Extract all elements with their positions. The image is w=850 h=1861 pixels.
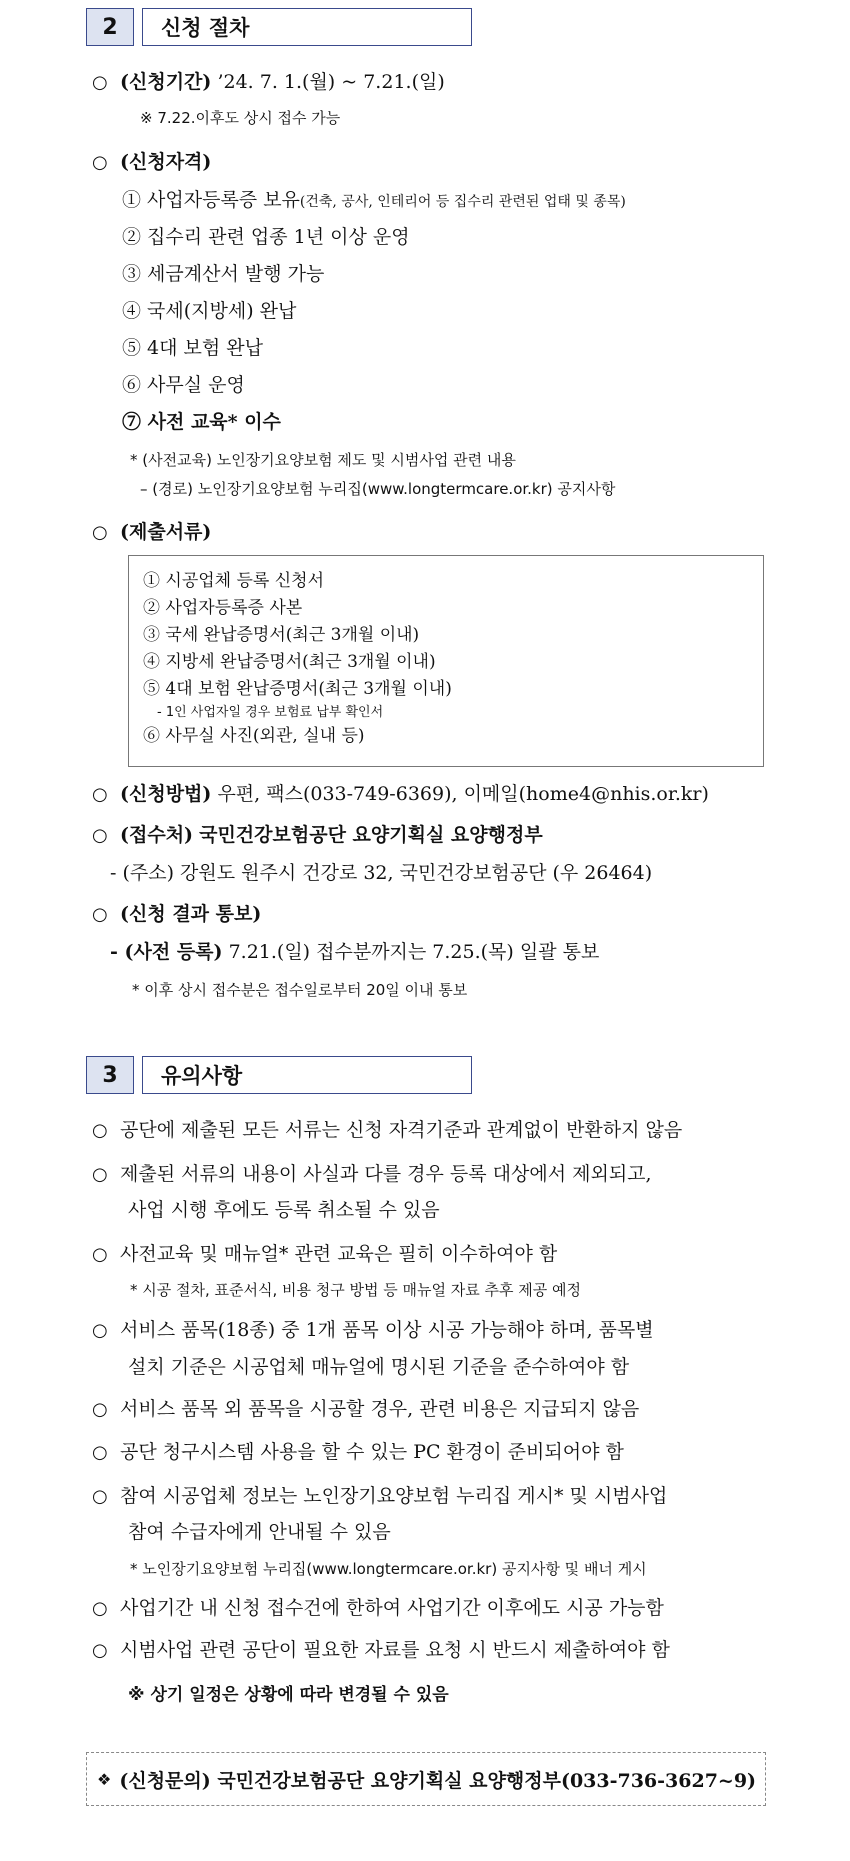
diamond-bullet-icon: ❖ [97,1769,112,1789]
period-note: ※ 7.22.이후도 상시 접수 가능 [140,109,341,127]
qualification-item-6: ⑥ 사무실 운영 [122,374,245,396]
notice-item-3-text: 사전교육 및 매뉴얼* 관련 교육은 필히 이수하여야 함 [120,1243,558,1265]
notice-item-8-text: 사업기간 내 신청 접수건에 한하여 사업기간 이후에도 시공 가능함 [120,1597,664,1619]
notice-item-5 [92,1397,639,1422]
notice-item-7-note: * 노인장기요양보험 누리집(www.longtermcare.or.kr) 공지사항 및 배너 게시 [130,1560,647,1578]
section-3-title: 유의사항 [142,1056,472,1094]
notice-item-2 [92,1162,652,1187]
section-2-header [86,8,472,46]
method-value: 우편, 팩스(033-749-6369), 이메일(home4@nhis.or.kr) [217,783,709,805]
notice-item-1 [92,1118,682,1143]
period-line [92,70,445,95]
bullet-circle: ○ [92,904,108,925]
bullet-circle: ○ [92,1120,108,1141]
schedule-warning: ※ 상기 일정은 상황에 따라 변경될 수 있음 [128,1685,449,1705]
notice-item-2-cont: 사업 시행 후에도 등록 취소될 수 있음 [128,1199,440,1221]
bullet-circle: ○ [92,1164,108,1185]
result-line [92,902,261,927]
notice-item-4 [92,1318,654,1343]
qualification-item-3: ③ 세금계산서 발행 가능 [122,263,325,285]
qualification-note-2: – (경로) 노인장기요양보험 누리집(www.longtermcare.or.kr) 공지사항 [140,480,616,498]
inquiry-box [86,1752,766,1806]
documents-line [92,520,211,545]
bullet-circle: ○ [92,1640,108,1661]
bullet-circle: ○ [92,1244,108,1265]
notice-item-4-text: 서비스 품목(18종) 중 1개 품목 이상 시공 가능해야 하며, 품목별 [120,1319,654,1341]
office-line [92,823,543,848]
document-item-4: ④ 지방세 완납증명서(최근 3개월 이내) [143,652,436,672]
notice-item-7 [92,1484,667,1509]
result-prefix: - (사전 등록) [110,941,223,963]
result-detail [110,940,599,964]
period-value: ’24. 7. 1.(월) ~ 7.21.(일) [217,71,445,93]
notice-item-4-cont: 설치 기준은 시공업체 매뉴얼에 명시된 기준을 준수하여야 함 [128,1356,630,1378]
inquiry-text: (신청문의) 국민건강보험공단 요양기획실 요양행정부(033-736-3627~9) [119,1769,757,1792]
bullet-circle: ○ [92,1399,108,1420]
qualification-item-7: ⑦ 사전 교육* 이수 [122,411,281,433]
office-address: - (주소) 강원도 원주시 건강로 32, 국민건강보험공단 (우 26464) [110,862,653,884]
notice-item-9-text: 시범사업 관련 공단이 필요한 자료를 요청 시 반드시 제출하여야 함 [120,1639,670,1661]
bullet-circle: ○ [92,1320,108,1341]
notice-item-6 [92,1440,624,1465]
notice-item-7-text: 참여 시공업체 정보는 노인장기요양보험 누리집 게시* 및 시범사업 [120,1485,668,1507]
office-label: (접수처) [120,824,194,846]
period-label: (신청기간) [120,71,212,93]
document-item-3: ③ 국세 완납증명서(최근 3개월 이내) [143,625,420,645]
section-3-number: 3 [86,1056,134,1094]
notice-item-9 [92,1638,670,1663]
bullet-circle: ○ [92,1598,108,1619]
qualification-line [92,150,211,175]
documents-label: (제출서류) [120,521,212,543]
notice-item-1-text: 공단에 제출된 모든 서류는 신청 자격기준과 관계없이 반환하지 않음 [120,1119,683,1141]
document-item-2: ② 사업자등록증 사본 [143,598,303,618]
notice-item-5-text: 서비스 품목 외 품목을 시공할 경우, 관련 비용은 지급되지 않음 [120,1398,640,1420]
method-line [92,782,709,807]
bullet-circle: ○ [92,784,108,805]
method-label: (신청방법) [120,783,212,805]
document-item-1: ① 시공업체 등록 신청서 [143,571,325,591]
qualification-note-1: * (사전교육) 노인장기요양보험 제도 및 시범사업 관련 내용 [130,451,516,469]
qualification-label: (신청자격) [120,151,212,173]
notice-item-2-text: 제출된 서류의 내용이 사실과 다를 경우 등록 대상에서 제외되고, [120,1163,652,1185]
bullet-circle: ○ [92,72,108,93]
section-2-number: 2 [86,8,134,46]
section-3-header [86,1056,472,1094]
qualification-item-2: ② 집수리 관련 업종 1년 이상 운영 [122,226,410,248]
bullet-circle: ○ [92,825,108,846]
section-2-title: 신청 절차 [142,8,472,46]
document-item-6: ⑥ 사무실 사진(외관, 실내 등) [143,726,365,746]
result-value: 7.21.(일) 접수분까지는 7.25.(목) 일괄 통보 [228,941,600,963]
qualification-item-1-text: ① 사업자등록증 보유 [122,189,300,211]
office-value: 국민건강보험공단 요양기획실 요양행정부 [199,824,543,846]
document-item-5-sub: - 1인 사업자일 경우 보험료 납부 확인서 [157,705,384,720]
bullet-circle: ○ [92,522,108,543]
notice-item-7-cont: 참여 수급자에게 안내될 수 있음 [128,1521,391,1543]
document-item-5: ⑤ 4대 보험 완납증명서(최근 3개월 이내) [143,679,452,699]
bullet-circle: ○ [92,1486,108,1507]
bullet-circle: ○ [92,152,108,173]
documents-box [128,555,764,767]
qualification-item-1-detail: (건축, 공사, 인테리어 등 집수리 관련된 업태 및 종목) [299,194,626,210]
notice-item-6-text: 공단 청구시스템 사용을 할 수 있는 PC 환경이 준비되어야 함 [120,1441,624,1463]
notice-item-8 [92,1596,664,1621]
notice-item-3-note: * 시공 절차, 표준서식, 비용 청구 방법 등 매뉴얼 자료 추후 제공 예정 [130,1281,581,1299]
result-note: * 이후 상시 접수분은 접수일로부터 20일 이내 통보 [132,981,468,999]
qualification-item-4: ④ 국세(지방세) 완납 [122,300,297,322]
bullet-circle: ○ [92,1442,108,1463]
qualification-item-5: ⑤ 4대 보험 완납 [122,337,263,359]
qualification-item-1 [122,188,626,214]
result-label: (신청 결과 통보) [120,903,262,925]
notice-item-3 [92,1242,557,1267]
